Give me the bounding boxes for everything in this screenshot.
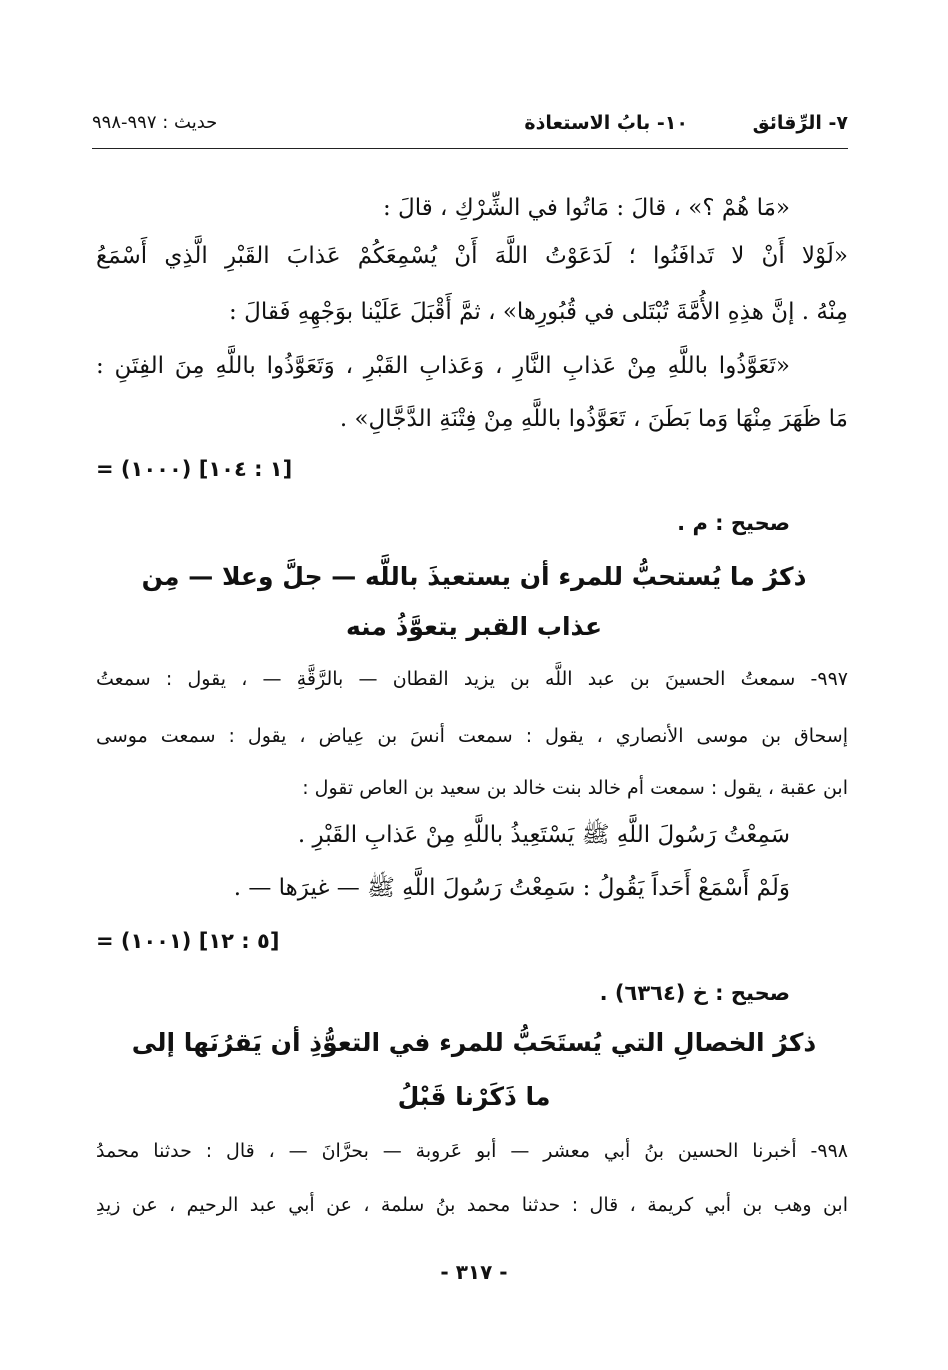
text-line: مَا ظَهَرَ مِنْهَا وَما بَطَنَ ، تَعَوَّذُوا باللَّهِ مِنْ فِتْنَةِ الدَّجَّالِ» .	[339, 406, 848, 432]
hadith-range: حديث : ٩٩٧-٩٩٨	[92, 112, 218, 133]
isnad-line: ابن وهب بن أبي كريمة ، قال : حدثنا محمد بنُ سلمة ، عن أبي عبد الرحيم ، عن زيدِ	[96, 1194, 848, 1216]
text-line: مِنْهُ . إنَّ هذِهِ الأُمَّةَ تُبْتَلى في قُبُورِها» ، ثمَّ أَقْبَلَ عَلَيْنا بوَجْهِهِ فَقالَ :	[229, 299, 848, 325]
text-line: «مَا هُمْ ؟» ، قالَ : مَاتُوا في الشِّرْكِ ، قالَ :	[382, 195, 790, 221]
running-header	[92, 104, 848, 149]
grading-note: صحيح : خ (٦٣٦٤) .	[599, 981, 790, 1005]
text-line: «تَعَوَّذُوا باللَّهِ مِنْ عَذابِ النَّارِ ، وَعَذابِ القَبْرِ ، وَتَعَوَّذُوا باللَّهِ مِنَ الفِتَنِ :	[96, 353, 790, 379]
section-heading: ذكرُ ما يُستحبُّ للمرء أن يستعيذَ باللَّه — جلَّ وعلا — مِن	[141, 562, 807, 591]
section-heading: ما ذَكَرْنا قَبْلُ	[397, 1082, 551, 1111]
section-heading: ذكرُ الخصالِ التي يُستَحَبُّ للمرء في التعوُّذِ أن يَقرُنَها إلى	[131, 1028, 817, 1057]
grading-note: صحيح : م .	[677, 511, 790, 535]
cross-reference: = (١٠٠١) [٥ : ١٢]	[96, 929, 280, 953]
page-number: - ٣١٧ -	[440, 1260, 508, 1284]
isnad-line: ٩٩٧- سمعتُ الحسينَ بن عبد اللَّه بن يزيد القطان — بالرَّقَّةِ — ، يقول : سمعتُ	[96, 668, 848, 690]
text-line: «لَوْلا أَنْ لا تَدافَنُوا ؛ لَدَعَوْتُ اللَّهَ أَنْ يُسْمِعَكُمْ عَذابَ القَبْرِ الَّذِي أَسْمَعُ	[96, 243, 848, 269]
isnad-line: إسحاق بن موسى الأنصاري ، يقول : سمعت أنسَ بن عِياض ، يقول : سمعت موسى	[96, 725, 848, 747]
text-line: وَلَمْ أَسْمَعْ أَحَداً يَقُولُ : سَمِعْتُ رَسُولَ اللَّهِ ﷺ — غيرَها — .	[233, 875, 790, 901]
section-heading: عذاب القبر يتعوَّذُ منه	[345, 612, 603, 641]
isnad-line: ٩٩٨- أخبرنا الحسين بنُ أبي معشر — أبو عَروبة — بحرَّانَ — ، قال : حدثنا محمدُ	[96, 1140, 848, 1162]
text-line: سَمِعْتُ رَسُولَ اللَّهِ ﷺ يَسْتَعِيذُ باللَّهِ مِنْ عَذابِ القَبْرِ .	[297, 822, 790, 848]
chapter-title: ٧- الرِّقائق	[752, 112, 848, 134]
section-title: ١٠- بابُ الاستعاذة	[524, 112, 688, 134]
cross-reference: = (١٠٠٠) [١ : ١٠٤]	[96, 457, 293, 481]
isnad-line: ابن عقبة ، يقول : سمعت أم خالد بنت خالد بن سعيد بن العاص تقول :	[302, 777, 848, 799]
